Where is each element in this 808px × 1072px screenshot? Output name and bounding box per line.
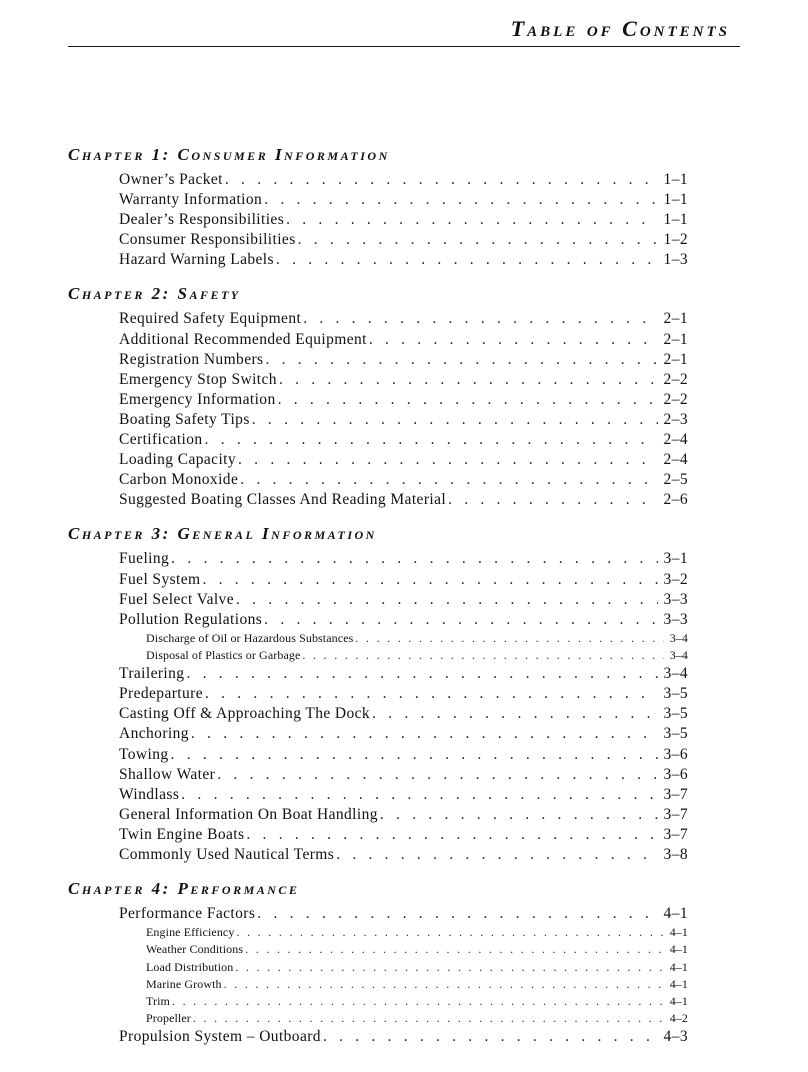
dot-leader <box>278 390 658 410</box>
entry-page-number: 3–5 <box>663 725 688 743</box>
dot-leader <box>303 309 657 329</box>
entry-label: Propulsion System – Outboard <box>119 1028 321 1046</box>
chapter-section <box>68 279 688 510</box>
toc-entry[interactable] <box>119 230 688 250</box>
entry-label: Fuel System <box>119 570 201 588</box>
entry-page-number: 3–2 <box>663 570 688 588</box>
entry-label: Windlass <box>119 785 180 803</box>
dot-leader <box>265 350 657 370</box>
entry-page-number: 4–1 <box>663 905 688 923</box>
chapter-section <box>68 519 688 865</box>
entry-page-number: 1–2 <box>663 231 688 249</box>
dot-leader <box>205 430 658 450</box>
toc-entry[interactable] <box>119 785 688 805</box>
toc-entry[interactable] <box>119 450 688 470</box>
dot-leader <box>246 825 657 845</box>
dot-leader <box>171 549 657 569</box>
dot-leader <box>238 450 658 470</box>
entry-label: Registration Numbers <box>119 350 264 368</box>
entry-page-number: 3–1 <box>663 550 688 568</box>
toc-entry[interactable] <box>119 724 688 744</box>
toc-entry[interactable] <box>119 684 688 704</box>
entry-label: Trim <box>146 993 170 1008</box>
entry-page-number: 2–4 <box>663 431 688 449</box>
entry-page-number: 4–3 <box>663 1028 688 1046</box>
entry-page-number: 2–4 <box>663 451 688 469</box>
entry-page-number: 3–4 <box>663 665 688 683</box>
dot-leader <box>355 630 663 647</box>
toc-subentry[interactable] <box>146 941 688 958</box>
entry-label: Trailering <box>119 665 185 683</box>
toc-entry[interactable] <box>119 490 688 510</box>
toc-subentry[interactable] <box>146 630 688 647</box>
entry-page-number: 3–5 <box>663 685 688 703</box>
dot-leader <box>205 684 658 704</box>
toc-subentry[interactable] <box>146 924 688 941</box>
entry-label: Twin Engine Boats <box>119 825 245 843</box>
toc-entry[interactable] <box>119 664 688 684</box>
entry-page-number: 2–1 <box>663 310 688 328</box>
entry-label: Disposal of Plastics or Garbage <box>146 647 301 662</box>
entry-page-number: 3–4 <box>669 630 688 645</box>
dot-leader <box>191 724 658 744</box>
entry-label: Engine Efficiency <box>146 925 235 940</box>
toc-entry[interactable] <box>119 765 688 785</box>
toc-entry[interactable] <box>119 410 688 430</box>
entry-page-number: 2–1 <box>663 330 688 348</box>
entry-label: Shallow Water <box>119 765 216 783</box>
table-of-contents <box>68 140 688 1047</box>
toc-entry[interactable] <box>119 904 688 924</box>
page-header <box>68 14 740 47</box>
entry-label: Emergency Information <box>119 390 276 408</box>
dot-leader <box>236 924 663 941</box>
toc-entry[interactable] <box>119 590 688 610</box>
toc-entry[interactable] <box>119 825 688 845</box>
entry-label: Towing <box>119 745 169 763</box>
toc-entry[interactable] <box>119 309 688 329</box>
toc-entry[interactable] <box>119 250 688 270</box>
toc-entry-list <box>68 904 688 1047</box>
dot-leader <box>202 570 657 590</box>
dot-leader <box>181 785 657 805</box>
entry-label: Anchoring <box>119 725 189 743</box>
entry-label: Fueling <box>119 550 170 568</box>
toc-entry[interactable] <box>119 170 688 190</box>
entry-label: Casting Off & Approaching The Dock <box>119 705 371 723</box>
toc-entry[interactable] <box>119 350 688 370</box>
toc-subentry[interactable] <box>146 976 688 993</box>
dot-leader <box>264 610 657 630</box>
toc-subentry[interactable] <box>146 1010 688 1027</box>
entry-page-number: 3–6 <box>663 765 688 783</box>
entry-page-number: 3–4 <box>669 647 688 662</box>
entry-label: Warranty Information <box>119 191 263 209</box>
entry-page-number: 3–8 <box>663 846 688 863</box>
toc-entry[interactable] <box>119 805 688 825</box>
toc-entry[interactable] <box>119 745 688 765</box>
toc-entry-list <box>68 170 688 270</box>
entry-label: Consumer Responsibilities <box>119 231 296 249</box>
entry-page-number: 3–3 <box>663 610 688 628</box>
toc-entry-list <box>68 549 688 865</box>
entry-label: Loading Capacity <box>119 451 237 469</box>
toc-entry[interactable] <box>119 610 688 630</box>
dot-leader <box>171 745 658 765</box>
toc-subentry[interactable] <box>146 647 688 664</box>
toc-entry[interactable] <box>119 210 688 230</box>
entry-label: Marine Growth <box>146 976 222 991</box>
dot-leader <box>279 370 658 390</box>
entry-label: Performance Factors <box>119 905 256 923</box>
toc-entry-list <box>68 309 688 510</box>
entry-page-number: 4–1 <box>669 993 688 1008</box>
entry-label: Weather Conditions <box>146 942 244 957</box>
entry-page-number: 2–3 <box>663 410 688 428</box>
dot-leader <box>225 170 658 190</box>
entry-page-number: 4–2 <box>669 1011 688 1026</box>
entry-label: Predeparture <box>119 685 203 703</box>
entry-page-number: 2–1 <box>663 350 688 368</box>
dot-leader <box>264 190 657 210</box>
dot-leader <box>245 941 664 958</box>
entry-label: Owner’s Packet <box>119 171 223 188</box>
entry-page-number: 3–7 <box>663 825 688 843</box>
entry-page-number: 1–1 <box>663 191 688 209</box>
dot-leader <box>235 959 663 976</box>
toc-entry[interactable] <box>119 570 688 590</box>
entry-label: Required Safety Equipment <box>119 310 302 328</box>
dot-leader <box>236 590 658 610</box>
dot-leader <box>252 410 658 430</box>
entry-label: Hazard Warning Labels <box>119 251 274 269</box>
chapter-section <box>68 874 688 1047</box>
dot-leader <box>217 765 657 785</box>
dot-leader <box>172 993 664 1010</box>
toc-subentry[interactable] <box>146 959 688 976</box>
dot-leader <box>224 976 664 993</box>
dot-leader <box>380 805 658 825</box>
chapter-title: Chapter 1: Consumer Information <box>68 145 390 164</box>
entry-label: Discharge of Oil or Hazardous Substances <box>146 630 354 645</box>
toc-entry[interactable] <box>119 430 688 450</box>
chapter-title: Chapter 2: Safety <box>68 284 241 304</box>
entry-page-number: 2–2 <box>663 370 688 388</box>
entry-label: Emergency Stop Switch <box>119 370 277 388</box>
page-title: Table of Contents <box>510 16 730 41</box>
entry-page-number: 3–7 <box>663 785 688 803</box>
entry-label: General Information On Boat Handling <box>119 805 378 823</box>
toc-subentry[interactable] <box>146 993 688 1010</box>
entry-page-number: 1–1 <box>663 171 688 188</box>
entry-label: Fuel Select Valve <box>119 590 234 608</box>
entry-label: Pollution Regulations <box>119 610 263 628</box>
dot-leader <box>257 904 657 924</box>
entry-page-number: 4–1 <box>669 959 688 974</box>
dot-leader <box>369 330 658 350</box>
toc-entry[interactable] <box>119 470 688 490</box>
dot-leader <box>372 704 657 724</box>
entry-label: Certification <box>119 431 203 449</box>
entry-label: Load Distribution <box>146 959 234 974</box>
dot-leader <box>186 664 657 684</box>
dot-leader <box>336 845 657 865</box>
entry-page-number: 4–1 <box>669 942 688 957</box>
toc-entry[interactable] <box>119 1027 688 1047</box>
entry-page-number: 4–1 <box>669 976 688 991</box>
entry-label: Suggested Boating Classes And Reading Material <box>119 491 447 509</box>
toc-entry[interactable] <box>119 190 688 210</box>
dot-leader <box>240 470 657 490</box>
entry-page-number: 1–1 <box>663 211 688 229</box>
entry-page-number: 2–2 <box>663 390 688 408</box>
dot-leader <box>302 647 663 664</box>
entry-page-number: 2–6 <box>663 491 688 509</box>
entry-page-number: 3–6 <box>663 745 688 763</box>
entry-page-number: 3–7 <box>663 805 688 823</box>
dot-leader <box>276 250 658 270</box>
entry-page-number: 1–3 <box>663 251 688 269</box>
toc-entry[interactable] <box>119 390 688 410</box>
dot-leader <box>448 490 657 510</box>
entry-label: Boating Safety Tips <box>119 410 250 428</box>
entry-page-number: 2–5 <box>663 471 688 489</box>
toc-entry[interactable] <box>119 370 688 390</box>
toc-entry[interactable] <box>119 549 688 569</box>
chapter-title: Chapter 3: General Information <box>68 524 377 544</box>
entry-page-number: 4–1 <box>669 925 688 940</box>
entry-label: Dealer’s Responsibilities <box>119 211 285 229</box>
toc-entry[interactable] <box>119 845 688 865</box>
toc-entry[interactable] <box>119 330 688 350</box>
toc-entry[interactable] <box>119 704 688 724</box>
dot-leader <box>286 210 657 230</box>
entry-label: Additional Recommended Equipment <box>119 330 367 348</box>
dot-leader <box>323 1027 658 1047</box>
entry-page-number: 3–5 <box>663 705 688 723</box>
dot-leader <box>193 1010 664 1027</box>
chapter-title: Chapter 4: Performance <box>68 879 300 899</box>
entry-label: Propeller <box>146 1011 191 1026</box>
entry-label: Commonly Used Nautical Terms <box>119 846 335 863</box>
dot-leader <box>298 230 658 250</box>
entry-page-number: 3–3 <box>663 590 688 608</box>
entry-label: Carbon Monoxide <box>119 471 239 489</box>
chapter-section <box>68 140 688 270</box>
